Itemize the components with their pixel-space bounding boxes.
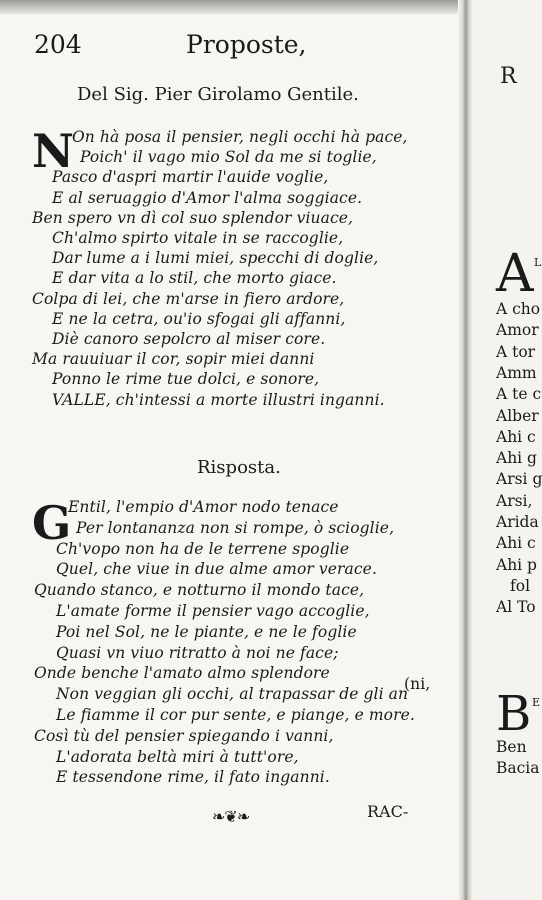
- verse-line: Pasco d'aspri martir l'auide voglie,: [52, 168, 329, 187]
- index-entry: Ahi p: [496, 555, 537, 574]
- verse-line: Non veggian gli occhi, al trapassar de gli an: [56, 685, 409, 704]
- index-initial-a-superscript: L: [534, 256, 542, 269]
- index-entry: A tor: [496, 342, 536, 361]
- index-entry: Ahi c: [496, 534, 536, 553]
- verse-line: Entil, l'empio d'Amor nodo tenace: [68, 498, 339, 516]
- verse-line: VALLE, ch'intessi a morte illustri inganni.: [52, 390, 385, 409]
- index-entry: Al To: [496, 598, 536, 617]
- verse-line: E ne la cetra, ou'io sfogai gli affanni,: [52, 309, 346, 328]
- verse-line: L'adorata beltà miri à tutt'ore,: [56, 747, 299, 766]
- verse-line: Dar lume a i lumi miei, specchi di doglie,: [52, 249, 379, 268]
- index-entry: Amor: [496, 321, 539, 340]
- verse-line: Quel, che viue in due alme amor verace.: [56, 560, 377, 579]
- verse-line: Ma rauuiuar il cor, sopir miei danni: [32, 350, 315, 369]
- verse-line: Quasi vn viuo ritratto à noi ne face;: [56, 643, 339, 662]
- verse-line: E tessendone rime, il fato inganni.: [56, 768, 330, 787]
- verse-line: E al seruaggio d'Amor l'alma soggiace.: [52, 188, 363, 207]
- book-gutter: [458, 0, 472, 900]
- index-entry: Ahi g: [496, 449, 537, 468]
- index-initial-b: B: [496, 686, 532, 742]
- index-entry: Bacia: [496, 759, 540, 777]
- index-entry: Arsi,: [496, 491, 533, 510]
- verse-line: Ponno le rime tue dolci, e sonore,: [52, 370, 320, 389]
- right-page: [472, 0, 542, 900]
- verse-line: Poi nel Sol, ne le piante, e ne le foglie: [56, 622, 357, 641]
- index-initial-b-superscript: E: [532, 696, 541, 709]
- verse-line: L'amate forme il pensier vago accoglie,: [56, 602, 370, 620]
- index-entry: Ben: [496, 738, 527, 756]
- drop-cap-initial: N: [32, 124, 75, 178]
- index-entry: A cho: [496, 300, 541, 318]
- poem-subtitle: Del Sig. Pier Girolamo Gentile.: [77, 84, 359, 105]
- verse-line: E dar vita a lo stil, che morto giace.: [52, 269, 337, 288]
- verse-line: Le fiamme il cor pur sente, e piange, e more.: [56, 706, 415, 724]
- verse-line: Per lontananza non si rompe, ò scioglie,: [76, 518, 395, 537]
- index-entry: Ahi c: [496, 427, 536, 446]
- verse-line: Diè canoro sepolcro al miser core.: [52, 330, 326, 348]
- verse-runover: (ni,: [404, 675, 431, 693]
- verse-line: Quando stanco, e notturno il mondo tace,: [34, 581, 365, 600]
- index-entry: Alber: [496, 406, 539, 425]
- verse-line: Colpa di lei, che m'arse in fiero ardore,: [32, 289, 345, 308]
- verse-line: Ben spero vn dì col suo splendor viuace,: [32, 208, 354, 227]
- verse-line: Così tù del pensier spiegando i vanni,: [34, 726, 334, 745]
- index-entry: A te c: [496, 385, 542, 404]
- running-head: Proposte,: [186, 30, 307, 59]
- index-entry: Amm: [496, 363, 537, 382]
- fleuron-ornament: ❧❦❧: [212, 807, 250, 826]
- catchword: RAC-: [367, 802, 409, 821]
- index-initial-a: A: [496, 244, 534, 304]
- page-number: 204: [34, 30, 82, 59]
- index-entry: Arida: [496, 513, 539, 531]
- verse-line: Poich' il vago mio Sol da me si toglie,: [80, 148, 377, 167]
- verse-line: On hà posa il pensier, negli occhi hà pace,: [72, 128, 408, 146]
- verse-line: Ch'almo spirto vitale in se raccoglie,: [52, 229, 344, 247]
- verse-line: Onde benche l'amato almo splendore: [34, 664, 330, 683]
- drop-cap-initial: G: [32, 496, 72, 550]
- right-page-header-fragment: R: [500, 64, 517, 89]
- section-heading: Risposta.: [197, 457, 281, 478]
- verse-line: Ch'vopo non ha de le terrene spoglie: [56, 539, 350, 558]
- index-entry: Arsi g: [496, 470, 542, 489]
- index-entry: fol: [510, 576, 531, 595]
